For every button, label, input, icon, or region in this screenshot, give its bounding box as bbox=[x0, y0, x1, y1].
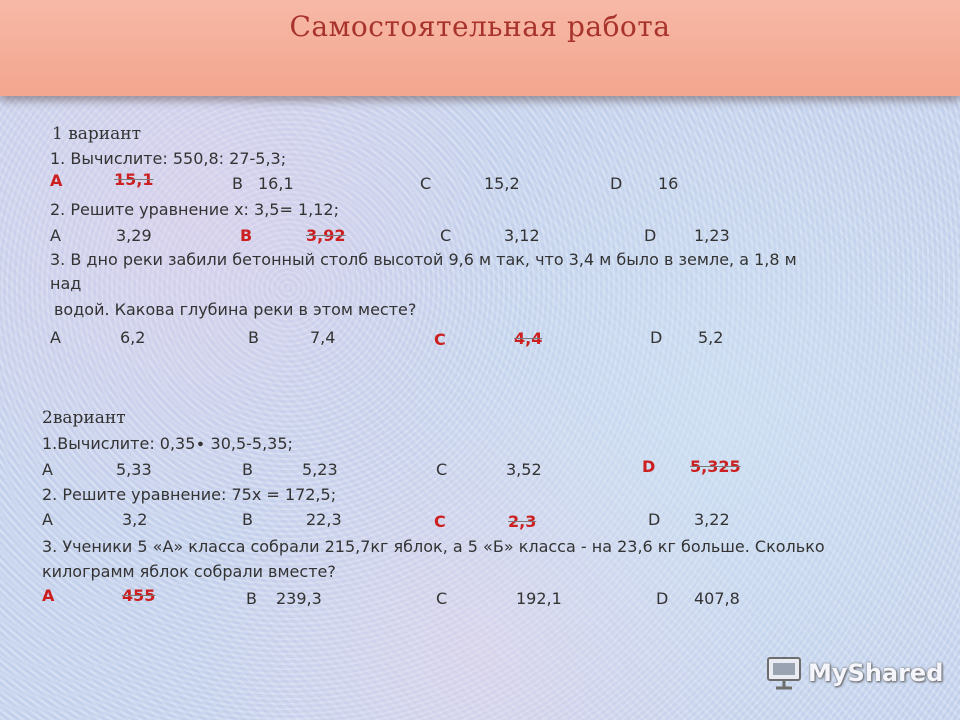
v1-q3-line2: над bbox=[50, 274, 82, 293]
v1-q2-opt-c-letter: C bbox=[440, 226, 452, 245]
v2-q1-opt-d-letter: D bbox=[642, 457, 656, 476]
v1-q3-opt-a-value: 6,2 bbox=[120, 328, 146, 347]
v2-q3-opt-b-value: 239,3 bbox=[276, 589, 322, 608]
v1-q2-opt-b-value: 3,92 bbox=[306, 226, 346, 245]
v2-q1-opt-d-value: 5,325 bbox=[690, 457, 741, 476]
v1-q3-opt-d-value: 5,2 bbox=[698, 328, 724, 347]
myshared-logo bbox=[766, 654, 944, 694]
v2-q2-opt-d-letter: D bbox=[648, 510, 661, 529]
v2-q3-opt-c-value: 192,1 bbox=[516, 589, 562, 608]
v2-q1-opt-a-letter: A bbox=[42, 460, 53, 479]
v2-q2-opt-b-value: 22,3 bbox=[306, 510, 342, 529]
v1-q1-opt-c-value: 15,2 bbox=[484, 174, 520, 193]
v1-q2-opt-c-value: 3,12 bbox=[504, 226, 540, 245]
v2-q3-opt-a-value: 455 bbox=[122, 586, 156, 605]
v1-q3-opt-b-letter: B bbox=[248, 328, 259, 347]
v2-q1-opt-c-letter: C bbox=[436, 460, 448, 479]
v2-q3-opt-d-value: 407,8 bbox=[694, 589, 740, 608]
v2-q3-opt-c-letter: C bbox=[436, 589, 448, 608]
v1-q3-opt-b-value: 7,4 bbox=[310, 328, 336, 347]
v2-q2-opt-a-letter: A bbox=[42, 510, 53, 529]
v2-q2-opt-b-letter: B bbox=[242, 510, 253, 529]
slide-title: Самостоятельная работа bbox=[289, 10, 671, 43]
variant2-label: 2вариант bbox=[42, 408, 126, 428]
v2-q2-opt-c-value: 2,3 bbox=[508, 512, 537, 531]
v2-q1-opt-c-value: 3,52 bbox=[506, 460, 542, 479]
v1-q3-opt-c-value: 4,4 bbox=[514, 329, 543, 348]
v2-q1-text: 1.Вычислите: 0,35∙ 30,5-5,35; bbox=[42, 434, 293, 453]
v1-q3-line1: 3. В дно реки забили бетонный столб высотой 9,6 м так, что 3,4 м было в земле, а 1,8 м bbox=[50, 250, 797, 269]
v2-q3-opt-b-letter: B bbox=[246, 589, 257, 608]
v1-q2-opt-d-value: 1,23 bbox=[694, 226, 730, 245]
v1-q1-opt-d-letter: D bbox=[610, 174, 623, 193]
v2-q2-opt-a-value: 3,2 bbox=[122, 510, 148, 529]
v2-q1-opt-b-value: 5,23 bbox=[302, 460, 338, 479]
v2-q3-opt-a-letter: A bbox=[42, 586, 55, 605]
presentation-board-icon bbox=[766, 656, 802, 690]
v2-q3-opt-d-letter: D bbox=[656, 589, 669, 608]
v1-q3-opt-d-letter: D bbox=[650, 328, 663, 347]
variant1-label: 1 вариант bbox=[52, 124, 142, 144]
v1-q2-text: 2. Решите уравнение х: 3,5= 1,12; bbox=[50, 200, 339, 219]
v2-q3-line1: 3. Ученики 5 «А» класса собрали 215,7кг яблок, а 5 «Б» класса - на 23,6 кг больше. Сколько bbox=[42, 537, 825, 556]
v2-q2-text: 2. Решите уравнение: 75х = 172,5; bbox=[42, 485, 337, 504]
v1-q1-opt-c-letter: C bbox=[420, 174, 432, 193]
v1-q2-opt-a-letter: A bbox=[50, 226, 61, 245]
v2-q3-line2: килограмм яблок собрали вместе? bbox=[42, 562, 336, 581]
v1-q1-opt-a-letter: A bbox=[50, 171, 63, 190]
v1-q3-opt-a-letter: A bbox=[50, 328, 61, 347]
v1-q2-opt-a-value: 3,29 bbox=[116, 226, 152, 245]
v1-q2-opt-b-letter: B bbox=[240, 226, 253, 245]
v2-q2-opt-c-letter: C bbox=[434, 512, 446, 531]
watermark-text: MyShared bbox=[808, 659, 944, 687]
v1-q1-opt-d-value: 16 bbox=[658, 174, 679, 193]
v2-q1-opt-a-value: 5,33 bbox=[116, 460, 152, 479]
title-bar bbox=[0, 0, 960, 96]
v1-q3-opt-c-letter: C bbox=[434, 330, 446, 349]
v2-q2-opt-d-value: 3,22 bbox=[694, 510, 730, 529]
v1-q1-opt-a-value: 15,1 bbox=[114, 170, 154, 189]
v1-q3-line3: водой. Какова глубина реки в этом месте? bbox=[54, 300, 417, 319]
v1-q1-text: 1. Вычислите: 550,8: 27-5,3; bbox=[50, 149, 287, 168]
v1-q2-opt-d-letter: D bbox=[644, 226, 657, 245]
v2-q1-opt-b-letter: B bbox=[242, 460, 253, 479]
v1-q1-opt-b-letter: B bbox=[232, 174, 243, 193]
v1-q1-opt-b-value: 16,1 bbox=[258, 174, 294, 193]
